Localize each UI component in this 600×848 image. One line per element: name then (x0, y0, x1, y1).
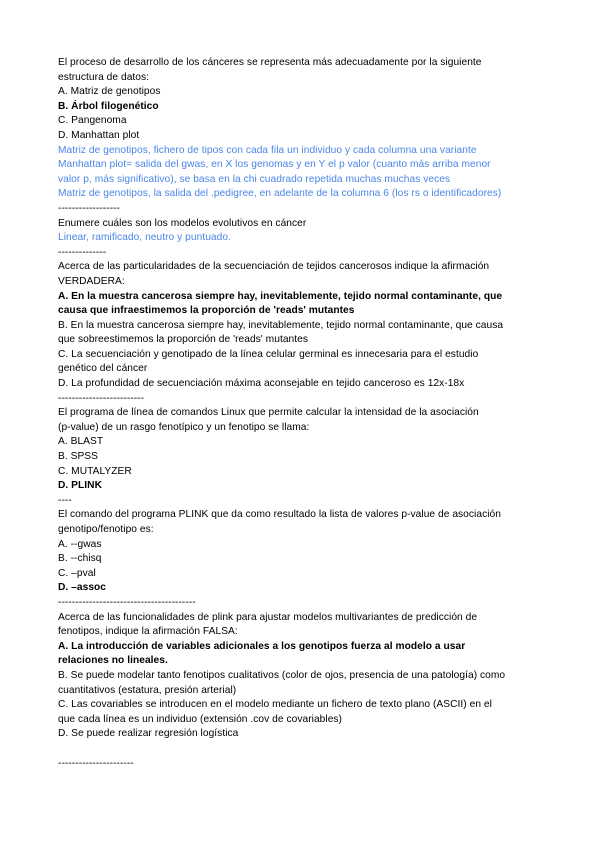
question-6-option-b-line-1: B. Se puede modelar tanto fenotipos cualitativos (color de ojos, presencia de una patología) como (58, 669, 506, 681)
question-3-option-c-line-1: C. La secuenciación y genotipado de la línea celular germinal es innecesaria para el estudio (58, 348, 479, 360)
question-5-option-b: B. --chisq (58, 553, 102, 565)
question-6-option-b-line-2: cuantitativos (estatura, presión arterial) (58, 684, 237, 696)
separator-6: ---------------------- (58, 757, 134, 769)
question-2-stem: Enumere cuáles son los modelos evolutivos en cáncer (58, 217, 307, 229)
question-6-stem-line-1: Acerca de las funcionalidades de plink para ajustar modelos multivariantes de predicción de (58, 611, 478, 623)
question-3-option-b-line-1: B. En la muestra cancerosa siempre hay, inevitablemente, tejido normal contaminante, que causa (58, 319, 504, 331)
question-3-option-c-line-2: genético del cáncer (58, 363, 148, 375)
question-3-option-a-correct-line-1: A. En la muestra cancerosa siempre hay, inevitablemente, tejido normal contaminante, que (58, 290, 503, 302)
question-1-option-a: A. Matriz de genotipos (58, 86, 161, 98)
question-5 (58, 508, 540, 596)
question-6-option-d: D. Se puede realizar regresión logística (58, 728, 239, 740)
question-3-option-b-line-2: que sobreestimemos la proporción de 'reads' mutantes (58, 334, 308, 346)
question-6 (58, 611, 540, 742)
question-5-option-d-correct: D. –assoc (58, 582, 107, 594)
question-1-stem-line-2: estructura de datos: (58, 71, 150, 83)
question-4-option-b: B. SPSS (58, 451, 98, 463)
question-5-option-c: C. –pval (58, 567, 96, 579)
question-1-option-b-correct: B. Árbol filogenético (58, 100, 159, 112)
question-1-option-c: C. Pangenoma (58, 115, 127, 127)
question-6-stem-line-2: fenotipos, indique la afirmación FALSA: (58, 626, 238, 638)
question-4-option-c: C. MUTALYZER (58, 465, 132, 477)
separator-3: ------------------------- (58, 392, 145, 404)
blank-line (58, 742, 540, 757)
question-2 (58, 217, 540, 246)
question-5-stem-line-1: El comando del programa PLINK que da como resultado la lista de valores p-value de asociación (58, 509, 501, 521)
question-3-stem-line-1: Acerca de las particularidades de la secuenciación de tejidos cancerosos indique la afirmación (58, 261, 490, 273)
question-5-option-a: A. --gwas (58, 538, 102, 550)
question-3 (58, 260, 540, 391)
question-4 (58, 406, 540, 494)
question-4-stem-line-2: (p-value) de un rasgo fenotípico y un fenotipo se llama: (58, 421, 310, 433)
question-4-option-d-correct: D. PLINK (58, 480, 102, 492)
question-1-note-1: Matriz de genotipos, fichero de tipos con cada fila un individuo y cada columna una variante (58, 144, 477, 156)
question-6-option-c-line-1: C. Las covariables se introducen en el modelo mediante un fichero de texto plano (ASCII) en el (58, 699, 492, 711)
separator-5: ---------------------------------------- (58, 596, 196, 608)
question-6-option-a-correct-line-1: A. La introducción de variables adicionales a los genotipos fuerza al modelo a usar (58, 640, 466, 652)
separator-1: ------------------ (58, 202, 120, 214)
question-3-stem-line-2: VERDADERA: (58, 275, 125, 287)
question-1-note-2: Manhattan plot= salida del gwas, en X los genomas y en Y el p valor (cuanto más arriba menor (58, 159, 491, 171)
question-1-note-4: Matriz de genotipos, la salida del .pedigree, en adelante de la columna 6 (los rs o identificadores) (58, 188, 502, 200)
question-1-stem-line-1: El proceso de desarrollo de los cánceres se representa más adecuadamente por la siguiente (58, 57, 482, 68)
question-3-option-d: D. La profundidad de secuenciación máxima aconsejable en tejido canceroso es 12x-18x (58, 378, 465, 390)
question-1-note-3: valor p, más significativo), se basa en la chi cuadrado repetida muchas muchas veces (58, 173, 451, 185)
question-5-stem-line-2: genotipo/fenotipo es: (58, 524, 154, 535)
question-2-answer: Linear, ramificado, neutro y puntuado. (58, 232, 231, 244)
question-4-option-a: A. BLAST (58, 436, 104, 448)
question-1-option-d: D. Manhattan plot (58, 129, 140, 141)
question-3-option-a-correct-line-2: causa que infraestimemos la proporción de 'reads' mutantes (58, 305, 355, 317)
question-6-option-c-line-2: que cada línea es un individuo (extensión .cov de covariables) (58, 713, 342, 725)
separator-2: -------------- (58, 246, 107, 258)
question-4-stem-line-1: El programa de línea de comandos Linux que permite calcular la intensidad de la asociación (58, 407, 479, 419)
question-6-option-a-correct-line-2: relaciones no lineales. (58, 655, 168, 667)
separator-4: ---- (58, 494, 72, 506)
question-1 (58, 56, 540, 202)
